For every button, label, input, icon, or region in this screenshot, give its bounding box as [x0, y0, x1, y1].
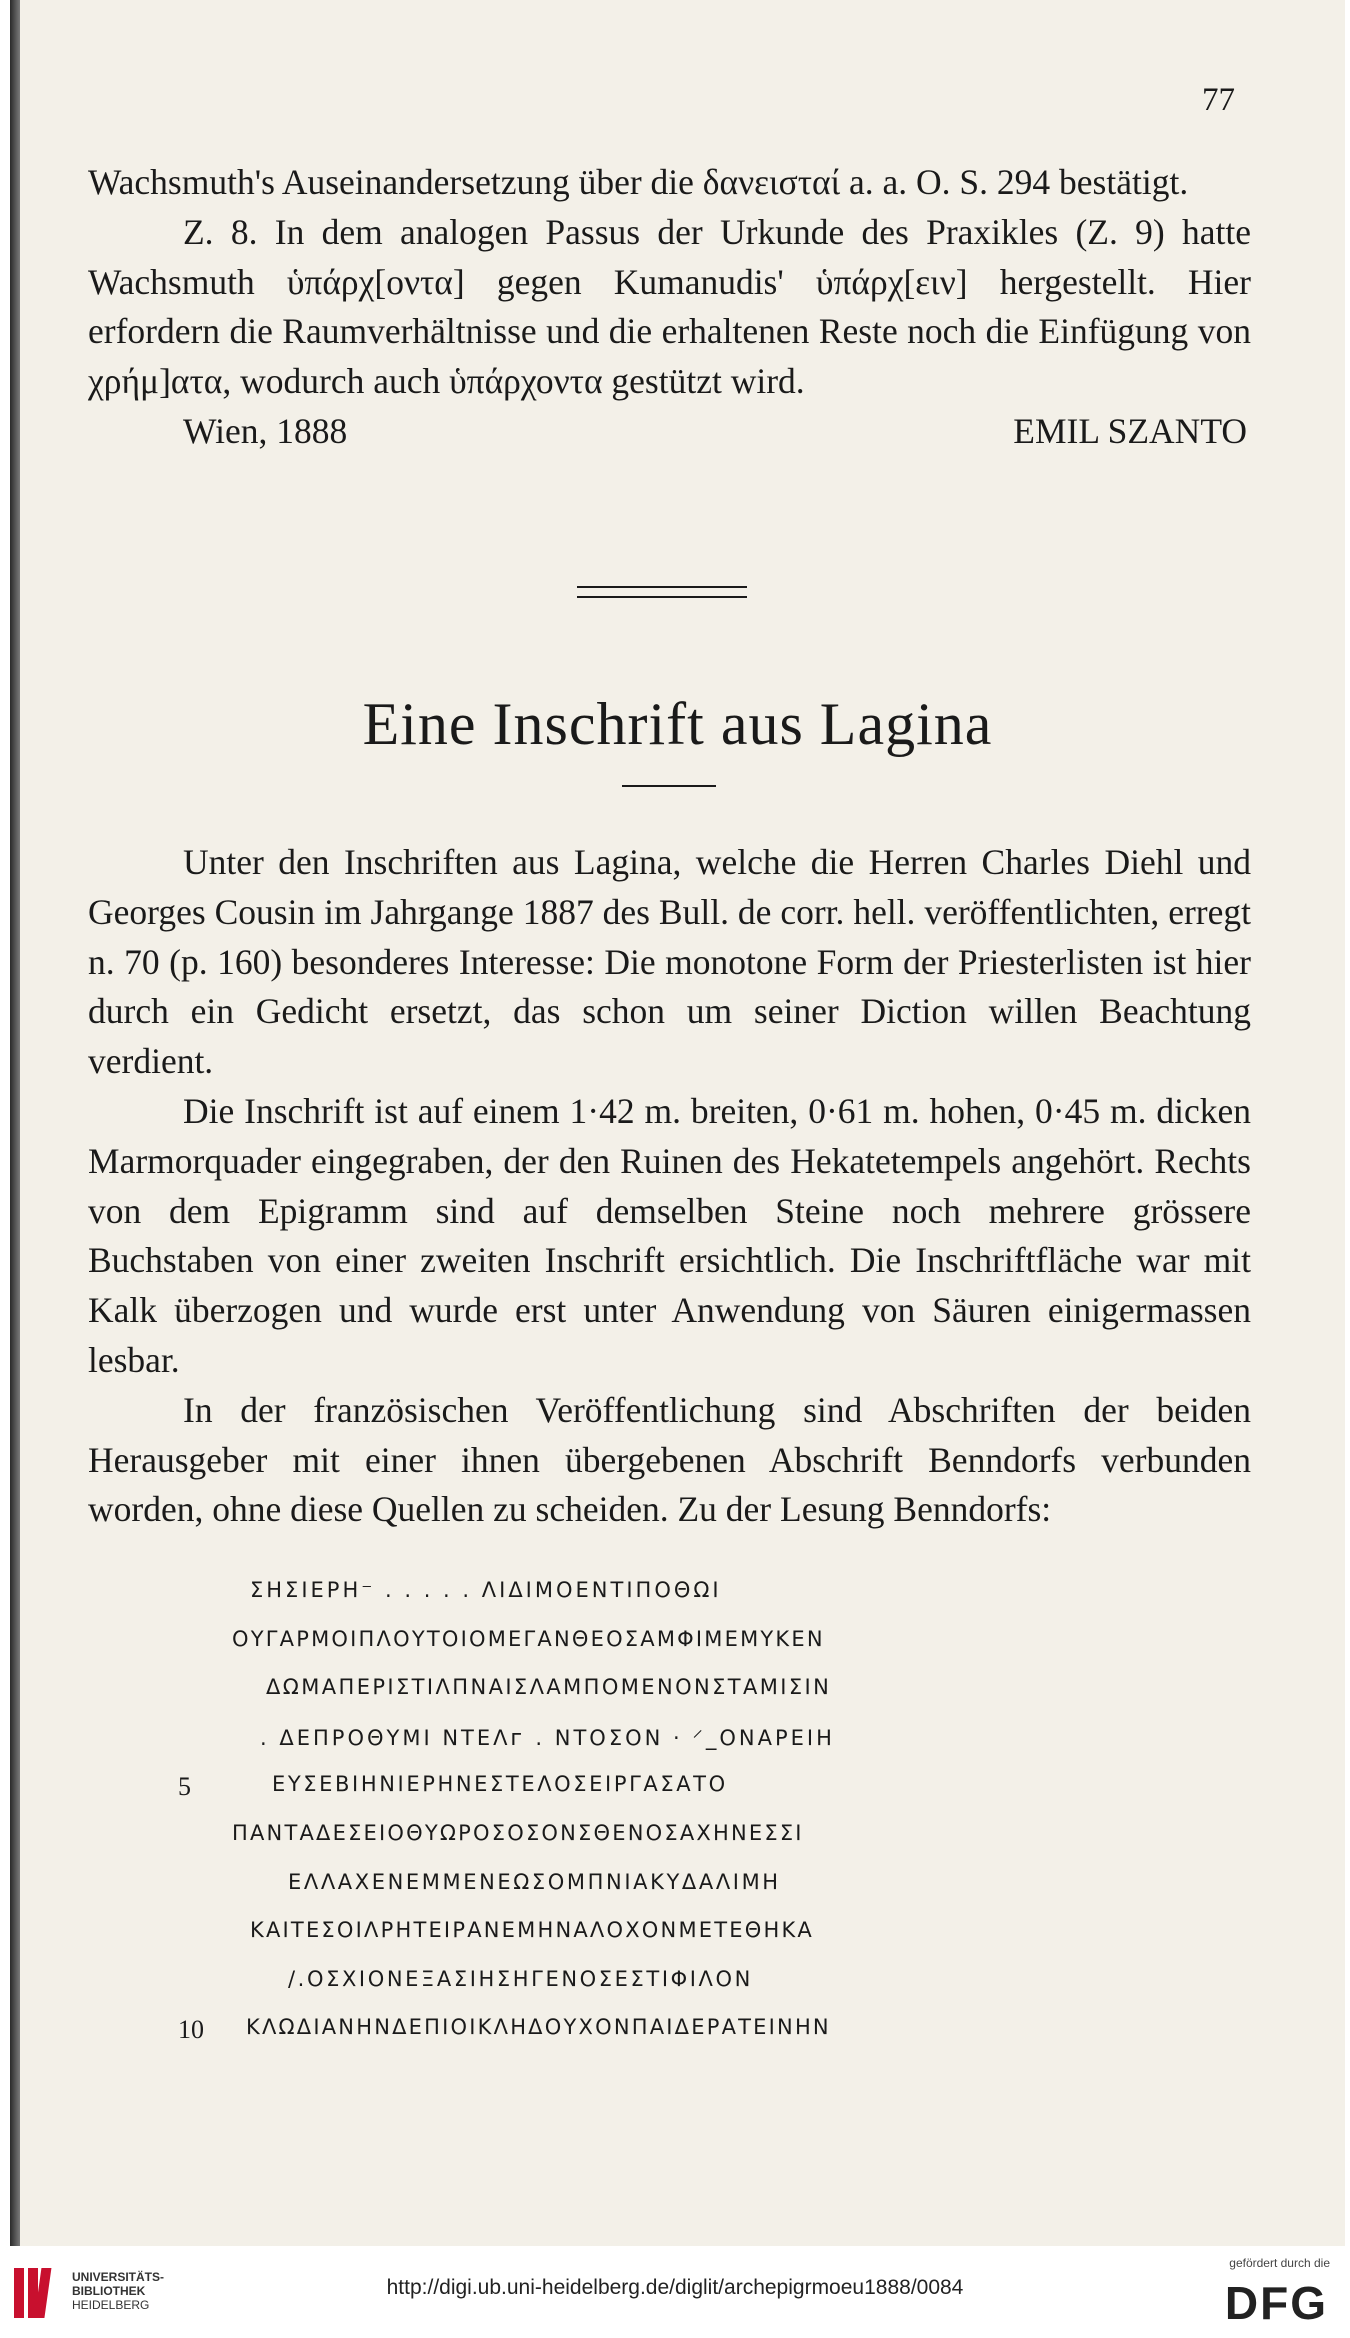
paragraph-continuation: Wachsmuth's Auseinandersetzung über die δανεισταί a. a. O. S. 294 bestätigt. [88, 162, 1189, 202]
inscription-line-number: 10 [178, 2015, 204, 2045]
article-title: Eine Inschrift aus Lagina [362, 691, 993, 757]
top-text-block [88, 158, 1251, 457]
inscription-text: ΣΗΣΙΕΡΗ⁻ . . . . . ΛΙΔΙΜΟΕΝΤΙΠΟΘΩΙ [250, 1578, 722, 1602]
section-divider [577, 586, 747, 598]
paragraph-z8: Z. 8. In dem analogen Passus der Urkunde des Praxikles (Z. 9) hatte Wachsmuth ὑπάρχ[οντα] gegen Kumanudis' ὑπάρχ[ειν] hergestellt. Hier erfordern die Raumverhältnisse und die erhaltenen Reste noch die Einfügung von χρήμ]ατα, wodurch auch ὑπάρχοντα gestützt wird. [88, 211, 1251, 402]
page-number: 77 [1202, 82, 1235, 118]
inscription-line [10, 1675, 1345, 1724]
inscription-line-number: 5 [178, 1772, 191, 1802]
library-name: UNIVERSITÄTS- BIBLIOTHEK HEIDELBERG [72, 2270, 165, 2312]
inscription-line [10, 1627, 1345, 1676]
inscription-line [10, 2015, 1345, 2064]
inscription-line [10, 1821, 1345, 1870]
inscription-line [10, 1870, 1345, 1919]
inscription-text: ΕΛΛΑΧΕΝΕΜΜΕΝΕΩΣΟΜΠΝΙΑΚΥΔΑΛΙΜΗ [288, 1869, 781, 1894]
inscription-text: ΟΥΓΑΡΜΟΙΠΛΟΥΤΟΙΟΜΕΓΑΝΘΕΟΣΑΜΦΙΜΕΜΥΚΕΝ [232, 1626, 825, 1651]
inscription-text: . ΔΕΠΡΟΘΥΜΙ ΝΤΕΛᴦ . ΝΤΟΣΟΝ · ⸍_ΟΝΑΡΕΙΗ [260, 1725, 835, 1750]
inscription-text: /.ΟΣΧΙΟΝΕΞΑΣΙΗΣΗΓΕΝΟΣΕΣΤΙΦΙΛΟΝ [288, 1966, 753, 1991]
paragraph-3: In der französischen Veröffentlichung sind Abschriften der beiden Herausgeber mit einer ihnen übergebenen Abschrift Benndorfs verbunden worden, ohne diese Quellen zu scheiden. Zu der Lesung Benndorfs: [88, 1389, 1251, 1530]
permalink-url[interactable]: http://digi.ub.uni-heidelberg.de/diglit/archepigrmoeu1888/0084 [386, 2276, 964, 2299]
signature-place-date: Wien, 1888 [183, 410, 348, 451]
inscription-text: ΔΩΜΑΠΕΡΙΣΤΙΛΠΝΑΙΣΛΑΜΠΟΜΕΝΟΝΣΤΑΜΙΣΙΝ [266, 1675, 832, 1700]
inscription-text: ΚΛΩΔΙΑΝΗΝΔΕΠΙΟΙΚΛΗΔΟΥΧΟΝΠΑΙΔΕΡΑΤΕΙΝΗΝ [246, 2015, 831, 2040]
inscription-line [10, 1724, 1345, 1773]
viewer-footer [0, 2246, 1350, 2338]
signature-author: EMIL SZANTO [1013, 410, 1247, 451]
paragraph-1: Unter den Inschriften aus Lagina, welche die Herren Charles Diehl und Georges Cousin im Jahrgange 1887 des Bull. de corr. hell. veröffentlichten, erregt n. 70 (p. 160) besonderes Interesse: Die monotone Form der Priesterlisten ist hier durch ein Gedicht ersetzt, das schon um seiner Diction willen Beachtung verdient. [88, 842, 1251, 1082]
inscription-text: ΠΑΝΤΑΔΕΣΕΙΟΘΥΩΡΟΣΟΣΟΝΣΘΕΝΟΣΑΧΗΝΕΣΣΙ [232, 1820, 804, 1845]
paragraph-2: Die Inschrift ist auf einem 1·42 m. breiten, 0·61 m. hohen, 0·45 m. dicken Marmorquader eingegraben, der den Ruinen des Hekatetempels angehört. Rechts von dem Epigramm sind auf demselben Steine noch mehrere grössere Buchstaben von einer zweiten Inschrift ersichtlich. Die Inschriftfläche war mit Kalk überzogen und wurde erst unter Anwendung von Säuren einigermassen lesbar. [88, 1090, 1251, 1380]
signature-line [88, 407, 1251, 457]
article-body [88, 838, 1251, 1535]
title-underline [622, 785, 716, 787]
scanned-page [10, 0, 1345, 2246]
inscription-line [10, 1967, 1345, 2016]
inscription-line [10, 1918, 1345, 1967]
inscription-block [10, 1578, 1345, 2064]
inscription-text: ΚΑΙΤΕΣΟΙΛΡΗΤΕΙΡΑΝΕΜΗΝΑΛΟΧΟΝΜΕΤΕΘΗΚΑ [250, 1918, 814, 1943]
inscription-line [10, 1772, 1345, 1821]
inscription-text: ΕΥΣΕΒΙΗΝΙΕΡΗΝΕΣΤΕΛΟΣΕΙΡΓΑΣΑΤΟ [272, 1772, 728, 1797]
inscription-line [10, 1578, 1345, 1627]
dfg-logo: DFG [1224, 2277, 1328, 2329]
funded-by-label: gefördert durch die [1229, 2256, 1330, 2270]
